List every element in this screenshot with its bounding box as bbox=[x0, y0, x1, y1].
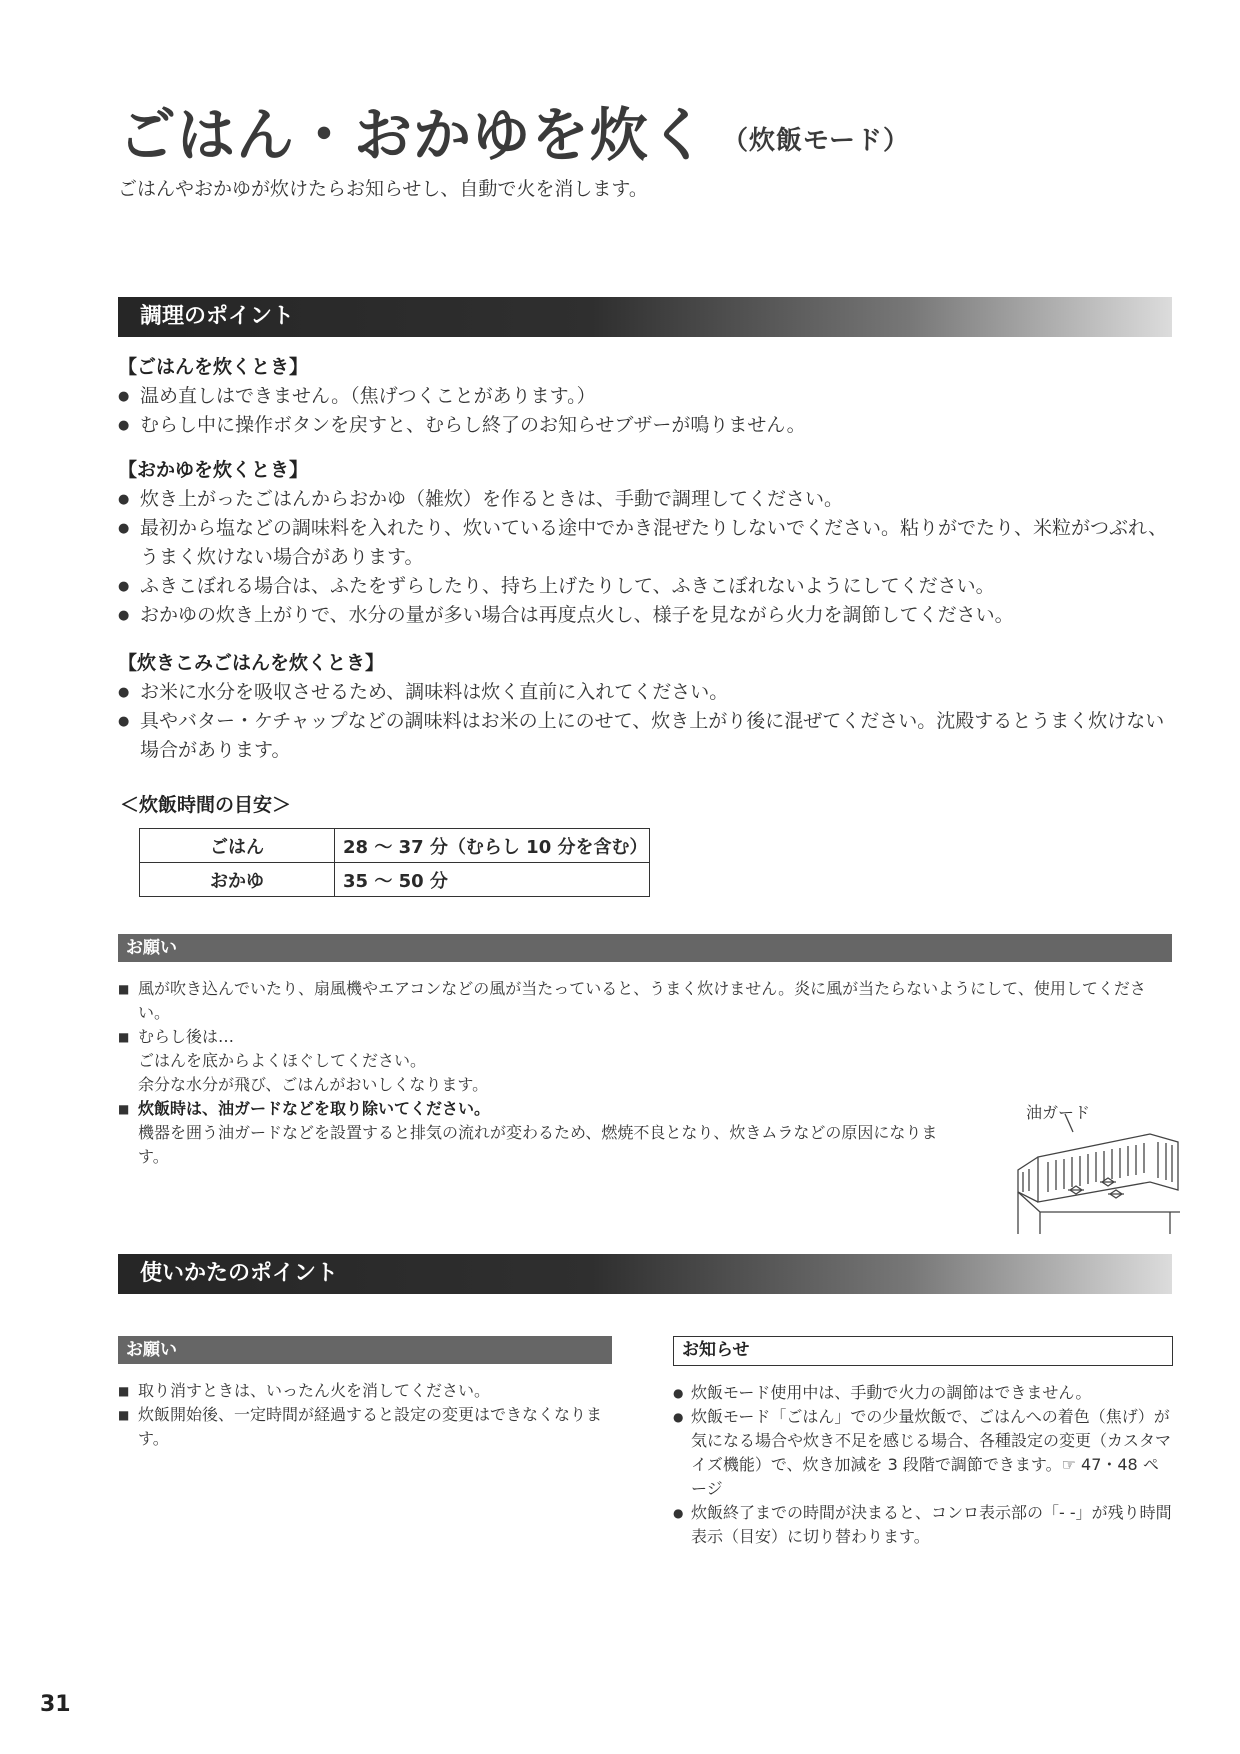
list-item: ● 炊き上がったごはんからおかゆ（雑炊）を作るときは、手動で調理してください。 bbox=[118, 485, 1178, 514]
bullet-list-rice bbox=[118, 382, 1178, 440]
request-heading-2: お願い bbox=[118, 1336, 612, 1364]
table-title: ＜炊飯時間の目安＞ bbox=[120, 794, 292, 816]
page-number: 31 bbox=[40, 1692, 71, 1717]
list-item: ■ 炊飯時は、油ガードなどを取り除いてください。 機器を囲う油ガードなどを設置すると排気の流れが変わるため、燃焼不良となり、炊きムラなどの原因になります。 bbox=[118, 1097, 1172, 1169]
list-item: ■ 炊飯開始後、一定時間が経過すると設定の変更はできなくなります。 bbox=[118, 1403, 618, 1451]
list-item: ● 最初から塩などの調味料を入れたり、炊いている途中でかき混ぜたりしないでください。粘りがでたり、米粒がつぶれ、うまく炊けない場合があります。 bbox=[118, 514, 1178, 572]
group-heading-rice: 【ごはんを炊くとき】 bbox=[118, 356, 309, 378]
table-row bbox=[140, 829, 650, 863]
oil-guard-illustration bbox=[1010, 1112, 1180, 1237]
bullet-list-mixed-rice bbox=[118, 678, 1178, 765]
group-heading-mixed-rice: 【炊きこみごはんを炊くとき】 bbox=[118, 652, 385, 674]
page-subtitle: （炊飯モード） bbox=[722, 126, 910, 157]
list-item: ■ 取り消すときは、いったん火を消してください。 bbox=[118, 1379, 618, 1403]
request-heading: お願い bbox=[118, 934, 1172, 962]
intro-text: ごはんやおかゆが炊けたらお知らせし、自動で火を消します。 bbox=[118, 178, 648, 200]
list-item: ● おかゆの炊き上がりで、水分の量が多い場合は再度点火し、様子を見ながら火力を調節してください。 bbox=[118, 601, 1178, 630]
list-item: ● 炊飯終了までの時間が決まると、コンロ表示部の「- -」が残り時間表示（目安）に切り替わります。 bbox=[673, 1501, 1173, 1549]
table-cell-label: ごはん bbox=[140, 829, 335, 863]
table-cell-value: 28 〜 37 分（むらし 10 分を含む） bbox=[335, 829, 650, 863]
request-list-2 bbox=[118, 1379, 618, 1451]
list-item: ● お米に水分を吸収させるため、調味料は炊く直前に入れてください。 bbox=[118, 678, 1178, 707]
list-item: ● ふきこぼれる場合は、ふたをずらしたり、持ち上げたりして、ふきこぼれないようにしてください。 bbox=[118, 572, 1178, 601]
section-heading-usage-points: 使いかたのポイント bbox=[118, 1254, 1172, 1294]
list-item: ● 具やバター・ケチャップなどの調味料はお米の上にのせて、炊き上がり後に混ぜてください。沈殿するとうまく炊けない場合があります。 bbox=[118, 707, 1178, 765]
list-item: ● むらし中に操作ボタンを戻すと、むらし終了のお知らせブザーが鳴りません。 bbox=[118, 411, 1178, 440]
table-cell-label: おかゆ bbox=[140, 863, 335, 897]
bullet-list-porridge bbox=[118, 485, 1178, 630]
group-heading-porridge: 【おかゆを炊くとき】 bbox=[118, 459, 309, 481]
list-item: ■ むらし後は… ごはんを底からよくほぐしてください。 余分な水分が飛び、ごはんがおいしくなります。 bbox=[118, 1025, 1172, 1097]
notice-list bbox=[673, 1381, 1173, 1549]
notice-heading: お知らせ bbox=[673, 1336, 1173, 1366]
table-cell-value: 35 〜 50 分 bbox=[335, 863, 650, 897]
table-row bbox=[140, 863, 650, 897]
page-title: ごはん・おかゆを炊く （炊飯モード） bbox=[118, 101, 910, 169]
list-item: ● 炊飯モード使用中は、手動で火力の調節はできません。 bbox=[673, 1381, 1173, 1405]
illustration-label: 油ガード bbox=[1026, 1103, 1091, 1122]
section-heading-cooking-points: 調理のポイント bbox=[118, 297, 1172, 337]
list-item: ● 温め直しはできません。（焦げつくことがあります。） bbox=[118, 382, 1178, 411]
cooking-time-table bbox=[139, 828, 650, 897]
list-item: ■ 風が吹き込んでいたり、扇風機やエアコンなどの風が当たっていると、うまく炊けません。炎に風が当たらないようにして、使用してください。 bbox=[118, 977, 1172, 1025]
list-item: ● 炊飯モード「ごはん」での少量炊飯で、ごはんへの着色（焦げ）が気になる場合や炊き不足を感じる場合、各種設定の変更（カスタマイズ機能）で、炊き加減を 3 段階で調節できます。☞ 47・48 ページ bbox=[673, 1405, 1173, 1501]
